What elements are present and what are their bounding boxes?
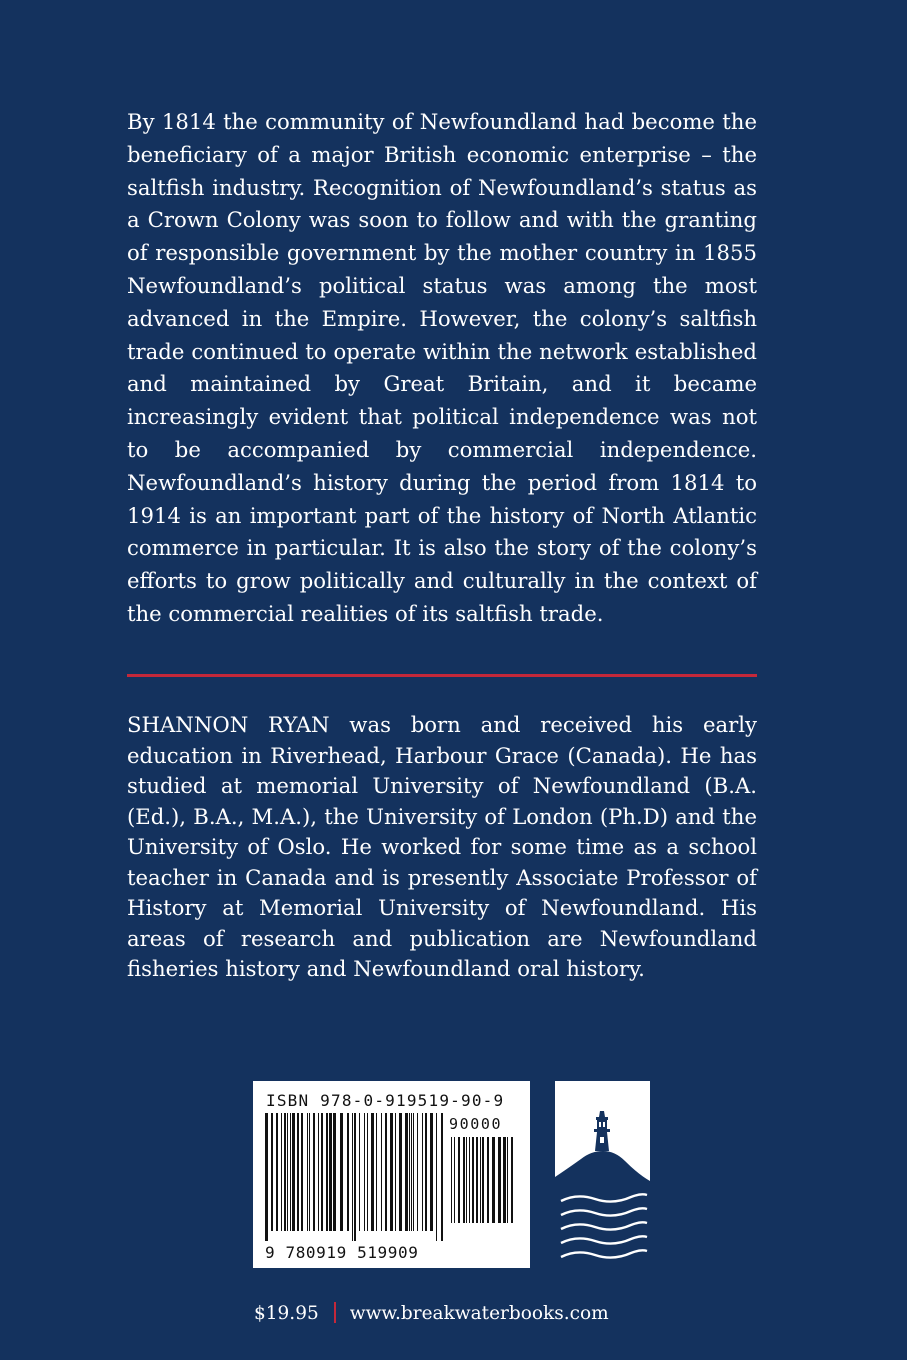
- section-divider: [127, 674, 757, 677]
- barcode-bar: [487, 1137, 489, 1223]
- barcode-bar: [367, 1113, 368, 1231]
- barcode-bar: [371, 1113, 374, 1231]
- barcode-bar: [458, 1137, 460, 1223]
- barcode-bar: [430, 1113, 433, 1231]
- barcode-bar: [376, 1113, 377, 1231]
- author-biography: SHANNON RYAN was born and received his early education in Riverhead, Harbour Grace (Canada). He has studied at memorial University of Newfoundland (B.A. (Ed.), B.A., M.A.), the University of London (Ph.D) and the University of Oslo. He worked for some time as a school teacher in Canada and is presently Associate Professor of History at Memorial University of Newfoundland. His areas of research and publication are Newfoundland fisheries history and Newfoundland oral history.: [127, 712, 757, 981]
- price-code: 90000: [449, 1115, 503, 1133]
- barcode-bar: [498, 1137, 501, 1223]
- barcode-bar: [297, 1113, 299, 1231]
- barcode-bar: [441, 1113, 443, 1241]
- barcode-bar: [347, 1113, 349, 1231]
- barcode-bar: [503, 1137, 506, 1223]
- barcode-bar: [359, 1113, 360, 1231]
- barcode-bar: [307, 1113, 308, 1231]
- barcode-bar: [313, 1113, 315, 1231]
- barcode-bar: [413, 1113, 414, 1231]
- ean-barcode-bars: [263, 1113, 445, 1241]
- barcode-bar: [405, 1113, 408, 1231]
- barcode-bar: [454, 1137, 455, 1223]
- barcode-bar: [340, 1113, 343, 1231]
- barcode-bar: [381, 1113, 382, 1231]
- isbn-barcode: [253, 1081, 530, 1268]
- barcode-bar: [417, 1113, 418, 1231]
- barcode-bar: [476, 1137, 478, 1223]
- barcode-bar: [385, 1113, 387, 1231]
- barcode-bar: [333, 1113, 336, 1231]
- barcode-bar: [511, 1137, 513, 1223]
- barcode-bar: [292, 1113, 295, 1231]
- barcode-bar: [321, 1113, 323, 1231]
- barcode-bar: [507, 1137, 508, 1223]
- addon-barcode-bars: [449, 1137, 519, 1233]
- barcode-bar: [411, 1113, 412, 1231]
- barcode-bar: [482, 1137, 484, 1223]
- barcode-bar: [290, 1113, 291, 1231]
- barcode-bar: [301, 1113, 303, 1231]
- barcode-bar: [466, 1137, 467, 1223]
- barcode-bar: [352, 1113, 353, 1241]
- barcode-bar: [492, 1137, 495, 1223]
- barcode-bar: [276, 1113, 278, 1231]
- barcode-bar: [399, 1113, 402, 1231]
- barcode-bar: [451, 1137, 452, 1223]
- ean-digits: 9 780919 519909: [265, 1243, 419, 1262]
- barcode-bar: [390, 1113, 393, 1231]
- barcode-bar: [326, 1113, 328, 1231]
- barcode-bar: [329, 1113, 332, 1231]
- barcode-bar: [425, 1113, 427, 1231]
- barcode-bar: [364, 1113, 365, 1231]
- barcode-bar: [469, 1137, 470, 1223]
- book-description: By 1814 the community of Newfoundland had become the beneficiary of a major British economic enterprise – the saltfish industry. Recognition of Newfoundland’s status as a Crown Colony was soon to follow and with the granting of responsible government by the mother country in 1855 Newfoundland’s political status was among the most advanced in the Empire. However, the colony’s saltfish trade continued to operate within the network established and maintained by Great Britain, and it became increasingly evident that political independence was not to be accompanied by commercial independence. Newfoundland’s history during the period from 1814 to 1914 is an important part of the history of North Atlantic commerce in particular. It is also the story of the colony’s efforts to grow politically and culturally in the context of the commercial realities of its saltfish trade.: [127, 109, 757, 626]
- website-link[interactable]: www.breakwaterbooks.com: [349, 1303, 609, 1324]
- barcode-bar: [395, 1113, 396, 1231]
- barcode-bar: [284, 1113, 286, 1231]
- barcode-bar: [436, 1113, 437, 1241]
- barcode-bar: [281, 1113, 282, 1231]
- barcode-bar: [354, 1113, 356, 1241]
- footer: [254, 1302, 609, 1324]
- barcode-bar: [480, 1137, 481, 1223]
- barcode-bar: [271, 1113, 273, 1231]
- barcode-bar: [409, 1113, 410, 1231]
- isbn-label: ISBN 978-0-919519-90-9: [266, 1091, 505, 1110]
- barcode-bar: [287, 1113, 288, 1231]
- barcode-bar: [265, 1113, 268, 1241]
- footer-separator: [334, 1302, 336, 1323]
- publisher-lighthouse-logo: [555, 1081, 650, 1268]
- barcode-bar: [463, 1137, 465, 1223]
- price: $19.95: [254, 1303, 319, 1324]
- barcode-bar: [472, 1137, 474, 1223]
- barcode-bar: [309, 1113, 310, 1231]
- barcode-bar: [422, 1113, 423, 1231]
- barcode-bar: [318, 1113, 319, 1231]
